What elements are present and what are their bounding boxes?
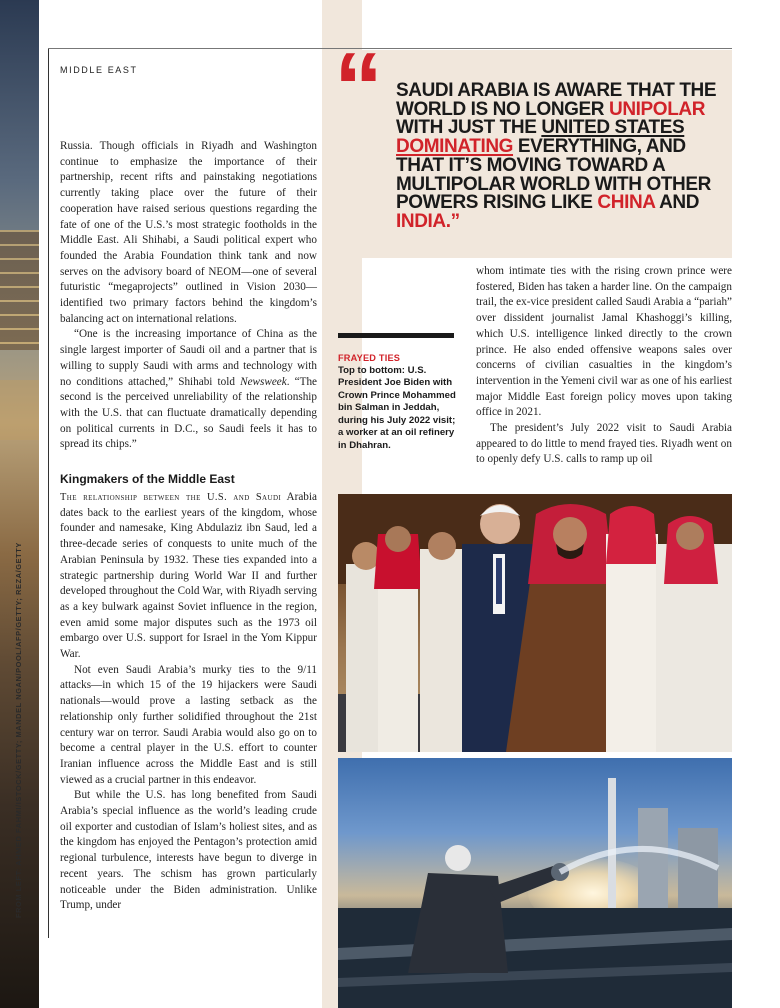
pull-quote-part: EVERYTHING, AND THAT IT’S MOVING TOWARD A MULTIPOLAR WORLD WITH OTHER POWERS RISING LIKE [396, 136, 711, 214]
refinery-illustration [338, 758, 732, 1008]
body-column-1-top [60, 139, 317, 453]
pull-quote-part: AND [654, 192, 700, 214]
pull-quote-part: CHINA [597, 192, 655, 214]
body-paragraph: whom intimate ties with the rising crown prince were fostered, Biden has taken a harder line. On the campaign trail, the ex-vice president called Saudi Arabia a “pariah” over dissident journalist Jamal Khashoggi’s killing, which U.S. intelligence linked directly to the crown prince. He also ended offensive weapons sales over concerns of civilian casualties in the kingdom’s intervention in the Yemeni civil war as one of his earliest major Middle East foreign policy moves upon taking office in 2021. [476, 265, 732, 419]
subhead: Kingmakers of the Middle East [60, 472, 235, 486]
text-run: “One is the increasing importance of China as the single largest importer of Saudi oil and a partner that is willing to supply Saudi with arms and technology with no conditions attached,” Shihabi told [60, 328, 317, 388]
body-paragraph: Not even Saudi Arabia’s murky ties to the 9/11 attacks—in which 15 of the 19 hijackers were Saudi nationals—would prove a lasting setback as the relationship only further solidified throughout the 21st century war on terror. Saudi Arabia would also go on to become a central player in the U.S. effort to counter Iranian influence across the Middle East and is still viewed as a crucial partner in this endeavor. [60, 663, 317, 786]
photo-illustration [338, 494, 732, 752]
pull-quote-part: UNITED STATES [541, 117, 685, 139]
body-column-3 [476, 264, 732, 468]
text-run: Arabia dates back to the earliest years of the kingdom, whose founder and namesake, King Abdulaziz ibn Saud, led a three-decade series of conquests to unite much of the Arabian Peninsula by 1932. These ties expanded into a strategic partnership during World War II and further developed throughout the Cold War, with Riyadh serving as a key bulwark against Soviet influence in the region, even amid some major disputes such as the 1973 oil embargo over U.S. support for Israel in the Yom Kippur War. [60, 491, 317, 661]
biden-mbs-photo [338, 494, 732, 752]
photo-caption [338, 352, 456, 452]
pull-quote-part: INDIA [396, 210, 446, 232]
top-rule [48, 48, 732, 49]
pull-quote-part: SAUDI ARABIA IS AWARE THAT THE WORLD IS NO LONGER [396, 80, 717, 120]
caption-title: FRAYED TIES [338, 353, 401, 363]
body-column-1-bottom [60, 490, 317, 914]
publication-name: Newsweek [240, 375, 287, 388]
lead-in-caps: The relationship between the U.S. and Saudi [60, 492, 282, 503]
section-label: MIDDLE EAST [60, 65, 138, 75]
caption-text: Top to bottom: U.S. President Joe Biden with Crown Prince Mohammed bin Salman in Jeddah, during his July 2022 visit; a worker at an oil refinery in Dhahran. [338, 364, 456, 451]
pull-quote-part: WITH JUST THE [396, 117, 542, 139]
body-paragraph: But while the U.S. has long benefited from Saudi Arabia’s special influence as the world’s leading crude oil exporter and custodian of Islam’s holiest sites, and as the kingdom has enjoyed the Pentagon’s protection amid regional turbulence, interests have begun to diverge in recent years. The schism has grown particularly noticeable under the Biden administration. Unlike Trump, under [60, 789, 317, 912]
pull-quote-part: UNIPOLAR [609, 98, 706, 120]
body-paragraph [60, 490, 317, 663]
left-rule [48, 48, 49, 938]
body-paragraph: Russia. Though officials in Riyadh and Washington continue to emphasize the importance of their partnership, recent rifts and painstaking negotiations currently taking place over the future of their cooperation have raised serious questions regarding the fate of one of the U.S.’s most strategic footholds in the Middle East. Ali Shihabi, a Saudi political expert who founded the Arabia Foundation think tank and now serves on the advisory board of NEOM—one of several futuristic “megaprojects” outlined in Vision 2030—identified two primary factors behind the kingdom’s balancing act on international relations. [60, 140, 317, 325]
pull-quote [396, 82, 726, 232]
quote-mark-icon: “ [334, 32, 377, 142]
body-paragraph: The president’s July 2022 visit to Saudi Arabia appeared to do little to mend frayed ties. Riyadh went on to openly defy U.S. calls to ramp up oil [476, 422, 732, 466]
text-run: . “The second is the perceived unreliability of the relationship with the U.S. that can fluctuate dramatically depending on political currents in D.C., so Saudi feels it has to spread its chips.” [60, 375, 318, 451]
photo-credit: FROM LEFT: AHMED FAHMI/ISTOCK/GETTY; MANDEL NGAN/POOL/AFP/GETTY; REZA/GETTY [14, 542, 23, 918]
pull-quote-part: .” [445, 210, 460, 232]
pull-quote-part: DOMINATING [396, 136, 514, 158]
body-paragraph [60, 327, 317, 453]
oil-refinery-photo [338, 758, 732, 1008]
caption-bar [338, 333, 454, 338]
